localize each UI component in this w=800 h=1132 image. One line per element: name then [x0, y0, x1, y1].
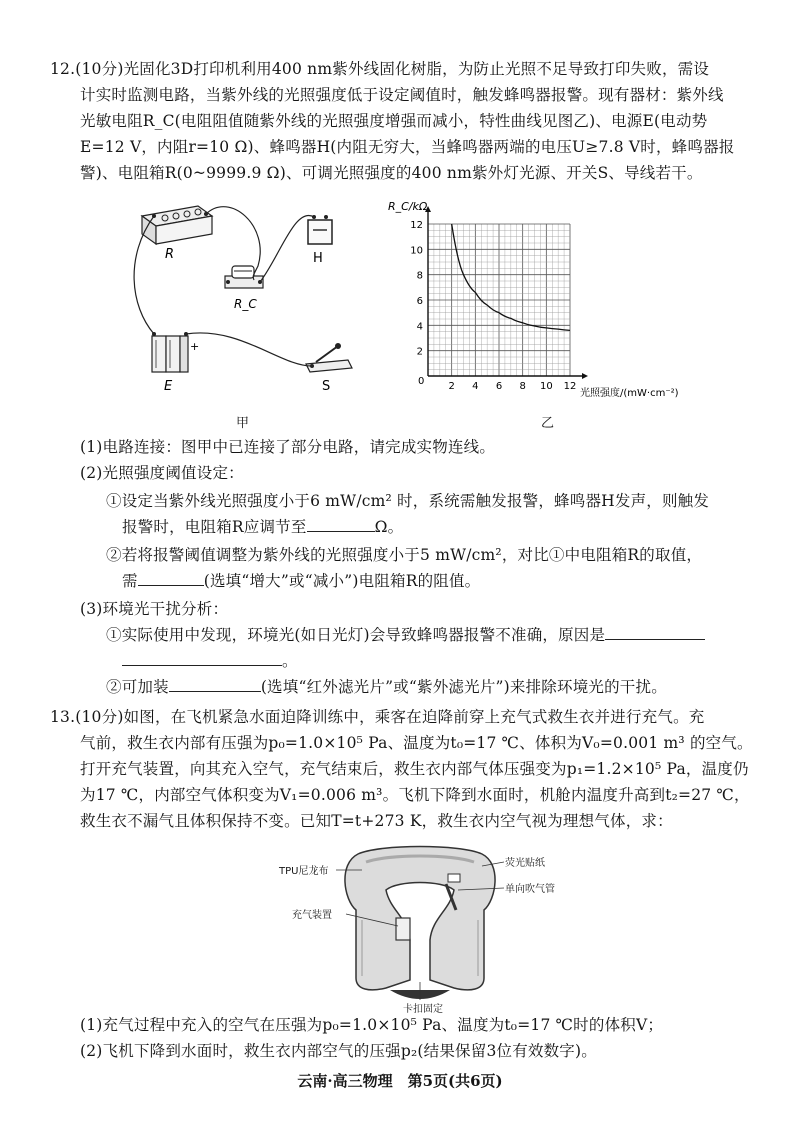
chart-grid	[428, 224, 570, 376]
answer-blank-reason-1[interactable]	[605, 624, 705, 640]
y-tick-label: 12	[410, 220, 423, 231]
switch-icon	[306, 343, 352, 372]
q13-line-5: 救生衣不漏气且体积保持不变。已知T=t+273 K，救生衣内空气视为理想气体，求：	[80, 812, 673, 830]
answer-blank-r[interactable]	[307, 516, 375, 532]
q12-line-4: E=12 V，内阻r=10 Ω)、蜂鸣器H(内阻无穷大，当蜂鸣器两端的电压U≥7.8 V时，蜂鸣器报	[80, 138, 735, 156]
q12-sub3: (3)环境光干扰分析：	[80, 600, 229, 618]
label-plus: +	[190, 340, 200, 353]
battery-icon	[152, 332, 188, 372]
chart-ticks	[410, 220, 576, 392]
circuit-caption: 甲	[236, 416, 250, 431]
q13-sub2: (2)飞机下降到水面时，救生衣内部空气的压强p₂(结果保留3位有效数字)。	[80, 1042, 597, 1060]
label-r: R	[165, 247, 175, 262]
y-tick-label: 2	[416, 346, 423, 358]
label-h: H	[313, 251, 323, 266]
label-fluor: 荧光贴纸	[505, 858, 545, 869]
q12-sub2-1a: ①设定当紫外线光照强度小于6 mW/cm² 时，系统需触发报警，蜂鸣器H发声，则触发	[106, 492, 710, 510]
q12-line-3: 光敏电阻R_C(电阻阻值随紫外线的光照强度增强而减小，特性曲线见图乙)、电源E(电动势	[80, 112, 708, 130]
answer-blank-adjust[interactable]	[138, 570, 204, 586]
chart-axes	[425, 206, 588, 379]
q12-sub3-2: ②可加装 (选填“红外滤光片”或“紫外滤光片”)来排除环境光的干扰。	[106, 678, 667, 696]
label-s: S	[322, 379, 331, 394]
q12-sub1: (1)电路连接：图甲中已连接了部分电路，请完成实物连线。	[80, 438, 496, 456]
q12-sub2: (2)光照强度阈值设定：	[80, 464, 244, 482]
label-inflator: 充气装置	[292, 910, 332, 921]
q12-line-2: 计实时监测电路，当紫外线的光照强度低于设定阈值时，触发蜂鸣器报警。现有器材：紫外线	[80, 86, 724, 104]
q13-line-1: 13.(10分)如图，在飞机紧急水面迫降训练中，乘客在迫降前穿上充气式救生衣并进行充气。充	[50, 708, 705, 726]
y-tick-label: 4	[416, 321, 423, 333]
y-tick-label: 6	[416, 296, 423, 307]
life-jacket-icon	[345, 847, 495, 1000]
q13-line-4: 为17 ℃，内部空气体积变为V₁=0.006 m³。飞机下降到水面时，机舱内温度升高到t₂=27 ℃，	[80, 786, 750, 804]
q12-sub2-1b: 报警时，电阻箱R应调节至 Ω。	[122, 518, 404, 536]
label-clip: 卡扣固定	[403, 1004, 443, 1015]
q13-line-3: 打开充气装置，向其充入空气，充气结束后，救生衣内部气体压强变为p₁=1.2×10⁵ Pa，温度仍	[80, 760, 749, 778]
q12-line-5: 警)、电阻箱R(0~9999.9 Ω)、可调光照强度的400 nm紫外灯光源、开关S、导线若干。	[80, 164, 703, 182]
circuit-diagram	[120, 196, 370, 406]
q12-sub2-2a: ②若将报警阈值调整为紫外线的光照强度小于5 mW/cm²，对比①中电阻箱R的取值，	[106, 546, 703, 564]
q13-sub1: (1)充气过程中充入的空气在压强为p₀=1.0×10⁵ Pa、温度为t₀=17 ℃时的体积V；	[80, 1016, 664, 1034]
rc-characteristic-chart	[380, 196, 720, 406]
answer-blank-filter[interactable]	[169, 676, 261, 692]
x-tick-label: 10	[539, 381, 553, 392]
graph-caption: 乙	[541, 416, 555, 431]
chart-xlabel: 光照强度/(mW·cm⁻²)	[580, 388, 679, 399]
y-tick-label: 8	[416, 270, 423, 282]
q12-sub3-1a: ①实际使用中发现，环境光(如日光灯)会导致蜂鸣器报警不准确，原因是	[106, 624, 705, 646]
buzzer-icon	[308, 215, 332, 244]
chart-origin: 0	[418, 376, 425, 387]
label-tpu: TPU尼龙布	[279, 866, 329, 877]
q12-line-1: 12.(10分)光固化3D打印机利用400 nm紫外线固化树脂，为防止光照不足导致打印失败，需设	[50, 60, 710, 78]
label-e: E	[164, 379, 173, 394]
resistance-box-icon	[142, 206, 212, 244]
x-tick-label: 12	[563, 381, 577, 392]
x-tick-label: 4	[472, 381, 479, 392]
q13-line-2: 气前，救生衣内部有压强为p₀=1.0×10⁵ Pa、温度为t₀=17 ℃、体积为V₀=0.001 m³ 的空气。	[80, 734, 753, 752]
photoresistor-icon	[225, 266, 263, 288]
x-axis-arrow	[582, 373, 588, 379]
page-footer: 云南·高三物理 第5页(共6页)	[297, 1072, 503, 1090]
x-tick-label: 8	[519, 381, 526, 392]
chart-ylabel: R_C/kΩ	[388, 200, 428, 213]
answer-blank-reason-2[interactable]	[122, 650, 282, 666]
x-tick-label: 2	[448, 381, 455, 392]
y-tick-label: 10	[410, 245, 423, 257]
q12-sub2-2b: 需 (选填“增大”或“减小”)电阻箱R的阻值。	[122, 572, 481, 590]
label-valve: 单向吹气管	[505, 884, 555, 895]
q12-sub3-1b: 。	[122, 650, 298, 672]
x-tick-label: 6	[495, 381, 503, 392]
label-rc: R_C	[234, 297, 257, 311]
